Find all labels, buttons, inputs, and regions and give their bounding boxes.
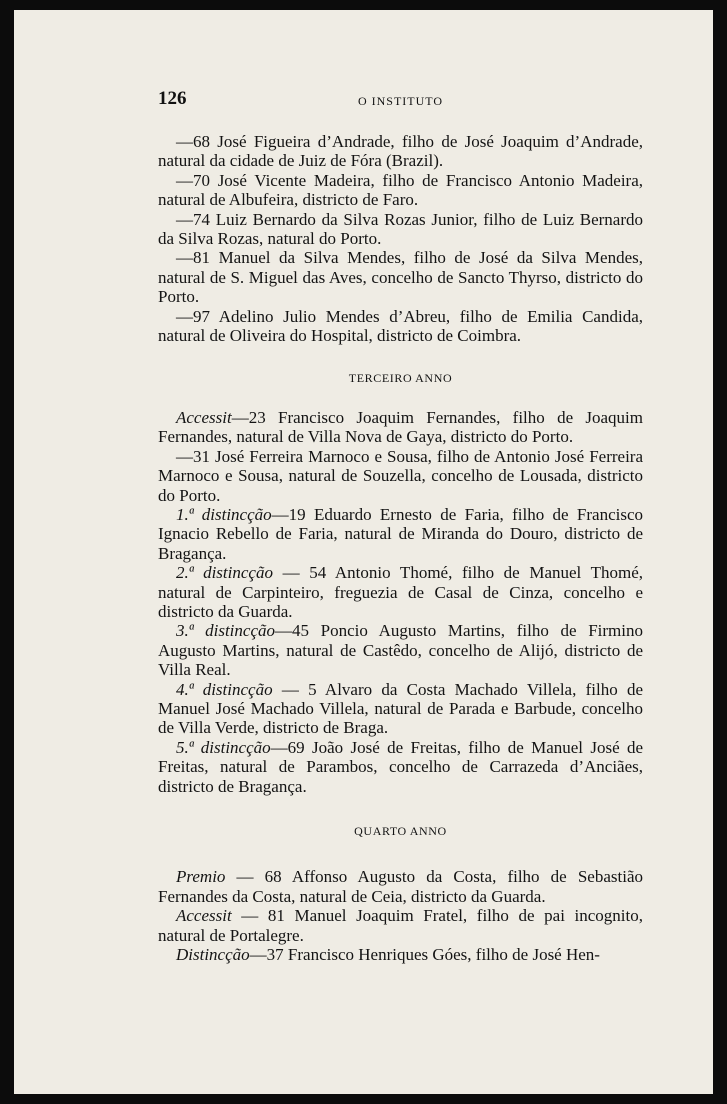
list-entry: —68 José Figueira d’Andrade, filho de José Joaquim d’Andrade, natural da cidade de Juiz de Fóra (Brazil).	[158, 132, 644, 171]
section-heading-third-year: TERCEIRO ANNO	[348, 371, 453, 386]
journal-title: O INSTITUTO	[357, 94, 444, 108]
list-entry: 2.ª distincção — 54 Antonio Thomé, filho de Manuel Thomé, natural de Carpinteiro, freguezia de Casal de Cinza, concelho e districto da Guarda.	[158, 563, 644, 621]
body-text	[158, 132, 643, 964]
list-entry: Premio — 68 Affonso Augusto da Costa, filho de Sebastião Fernandes da Costa, natural de Ceia, districto da Guarda.	[158, 867, 643, 906]
section-heading-fourth-year: QUARTO ANNO	[354, 824, 447, 838]
list-entry: —31 José Ferreira Marnoco e Sousa, filho de Antonio José Ferreira Marnoco e Sousa, natural de Souzella, concelho de Lousada, districto do Porto.	[158, 446, 643, 505]
list-entry: Accessit — 81 Manuel Joaquim Fratel, filho de pai incognito, natural de Portalegre.	[158, 906, 644, 945]
book-page	[14, 10, 713, 1094]
page-number: 126	[158, 88, 187, 109]
list-entry: Accessit—23 Francisco Joaquim Fernandes, filho de Joaquim Fernandes, natural de Villa Nova de Gaya, districto do Porto.	[158, 407, 644, 447]
list-entry: —74 Luiz Bernardo da Silva Rozas Junior, filho de Luiz Bernardo da Silva Rozas, natural do Porto.	[158, 209, 643, 249]
list-entry: 1.ª distincção—19 Eduardo Ernesto de Faria, filho de Francisco Ignacio Rebello de Faria, natural de Miranda do Douro, districto de Bragança.	[158, 504, 643, 563]
list-entry: —70 José Vicente Madeira, filho de Francisco Antonio Madeira, natural de Albufeira, districto de Faro.	[158, 170, 644, 210]
list-entry: 3.ª distincção—45 Poncio Augusto Martins, filho de Firmino Augusto Martins, natural de Castêdo, concelho de Alijó, districto de Villa Real.	[158, 621, 643, 680]
running-header	[158, 88, 643, 114]
list-entry: —81 Manuel da Silva Mendes, filho de José da Silva Mendes, natural de S. Miguel das Aves, concelho de Sancto Thyrso, districto do Porto.	[158, 248, 643, 307]
list-entry: Distincção—37 Francisco Henriques Góes, filho de José Hen-	[176, 945, 600, 965]
list-entry: 5.ª distincção—69 João José de Freitas, filho de Manuel José de Freitas, natural de Parambos, concelho de Carrazeda d’Anciães, districto de Bragança.	[158, 737, 643, 796]
list-entry: 4.ª distincção — 5 Alvaro da Costa Machado Villela, filho de Manuel José Machado Villela, natural de Parada e Barbude, concelho de Villa Verde, districto de Braga.	[158, 679, 644, 738]
list-entry: —97 Adelino Julio Mendes d’Abreu, filho de Emilia Candida, natural de Oliveira do Hospital, districto de Coimbra.	[158, 306, 643, 346]
